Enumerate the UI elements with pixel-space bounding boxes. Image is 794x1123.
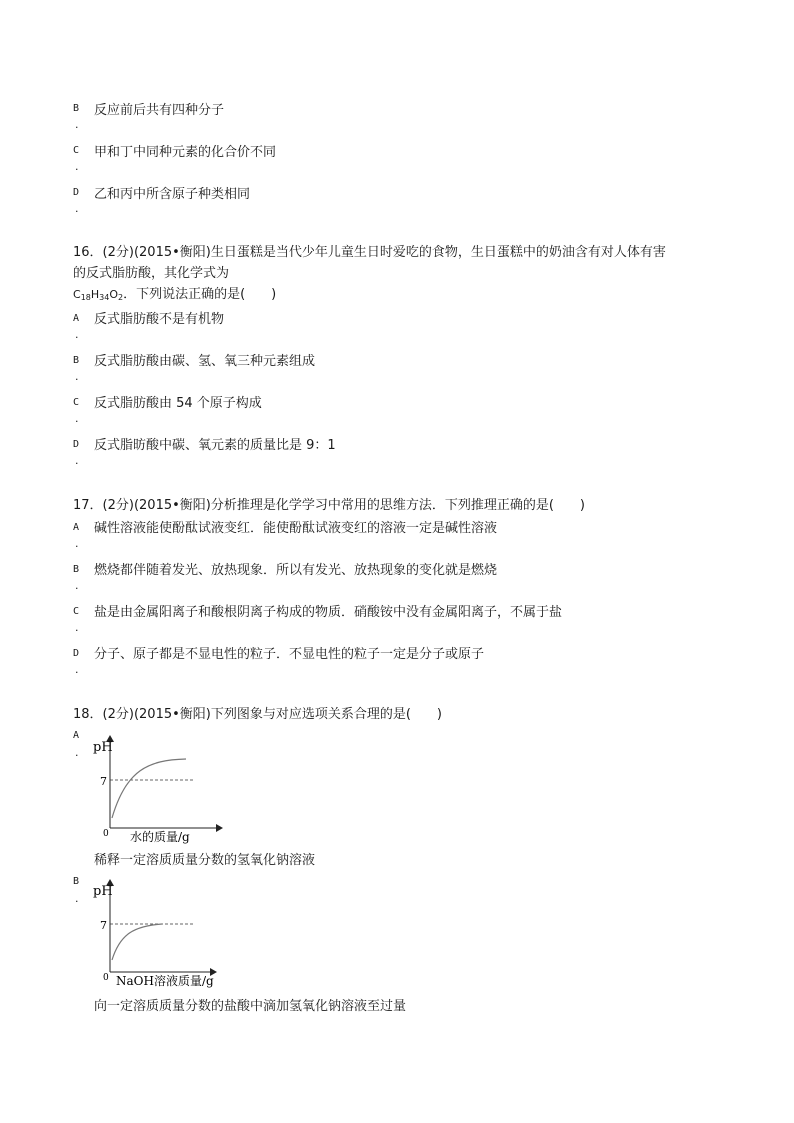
question-stem-rest: ．下列说法正确的是( ): [123, 287, 277, 302]
option-dot: .: [75, 454, 79, 467]
option-text: 碱性溶液能使酚酞试液变红．能使酚酞试液变红的溶液一定是碱性溶液: [94, 521, 498, 536]
option-letter: A: [73, 730, 80, 741]
y-axis-label: pH: [93, 740, 113, 755]
y-axis-label: pH: [93, 884, 113, 899]
graph-caption: 向一定溶质质量分数的盐酸中滴加氢氧化钠溶液至过量: [94, 999, 407, 1014]
option-letter: C: [73, 145, 80, 156]
ph-curve: [112, 924, 162, 960]
option-dot: .: [75, 412, 79, 425]
option-letter: A: [73, 522, 80, 533]
option-letter: B: [73, 564, 80, 575]
option-dot: .: [75, 579, 79, 592]
option-letter: D: [73, 187, 80, 198]
option-dot: .: [75, 202, 79, 215]
x-axis-label: NaOH溶液质量/g: [116, 974, 214, 988]
option-text: 燃烧都伴随着发光、放热现象．所以有发光、放热现象的变化就是燃烧: [94, 563, 498, 578]
option-text: 反式脂肪酸由 54 个原子构成: [94, 396, 262, 411]
option-letter: B: [73, 103, 80, 114]
option-letter: C: [73, 397, 80, 408]
option-letter: D: [73, 439, 80, 450]
formula: $C_{18}H_{34}O_2$: [73, 288, 124, 302]
option-dot: .: [75, 537, 79, 550]
option-letter: B: [73, 355, 80, 366]
option-text: 反应前后共有四种分子: [94, 103, 225, 118]
option-dot: .: [75, 328, 79, 341]
option-text: 乙和丙中所含原子种类相同: [94, 187, 251, 202]
option-letter: C: [73, 606, 80, 617]
ph-graph-a: [90, 730, 230, 848]
question-stem-formula-line: [73, 285, 276, 304]
option-text: 盐是由金属阳离子和酸根阴离子构成的物质．硝酸铵中没有金属阳离子，不属于盐: [94, 605, 563, 620]
option-dot: .: [75, 118, 79, 131]
origin-label: 0: [103, 829, 109, 839]
x-axis-label: 水的质量/g: [130, 830, 190, 844]
question-stem-line: 16．(2分)(2015•衡阳)生日蛋糕是当代少年儿童生日时爱吃的食物，生日蛋糕中的奶油含有对人体有害: [73, 245, 666, 260]
option-text: 反式脂昉酸中碳、氧元素的质量比是 9：1: [94, 438, 336, 453]
option-text: 反式脂肪酸不是有机物: [94, 312, 225, 327]
option-letter: B: [73, 876, 80, 887]
option-dot: .: [75, 663, 79, 676]
option-dot: .: [75, 621, 79, 634]
option-letter: A: [73, 313, 80, 324]
ph-curve: [112, 759, 186, 818]
option-dot: .: [75, 746, 79, 759]
question-stem-line: 17．(2分)(2015•衡阳)分析推理是化学学习中常用的思维方法．下列推理正确的是( ): [73, 498, 585, 513]
option-letter: D: [73, 648, 80, 659]
graph-caption: 稀释一定溶质质量分数的氢氧化钠溶液: [94, 853, 316, 868]
option-text: 分子、原子都是不显电性的粒子．不显电性的粒子一定是分子或原子: [94, 647, 485, 662]
option-dot: .: [75, 892, 79, 905]
option-dot: .: [75, 160, 79, 173]
origin-label: 0: [103, 973, 109, 983]
y-tick-label: 7: [100, 919, 107, 932]
question-stem-line: 的反式脂肪酸，其化学式为: [73, 266, 230, 281]
ph-graph-b: [90, 874, 240, 992]
option-dot: .: [75, 370, 79, 383]
question-stem-line: 18．(2分)(2015•衡阳)下列图象与对应选项关系合理的是( ): [73, 707, 442, 722]
option-text: 甲和丁中同种元素的化合价不同: [94, 145, 277, 160]
y-tick-label: 7: [100, 775, 107, 788]
option-text: 反式脂肪酸由碳、氢、氧三种元素组成: [94, 354, 316, 369]
